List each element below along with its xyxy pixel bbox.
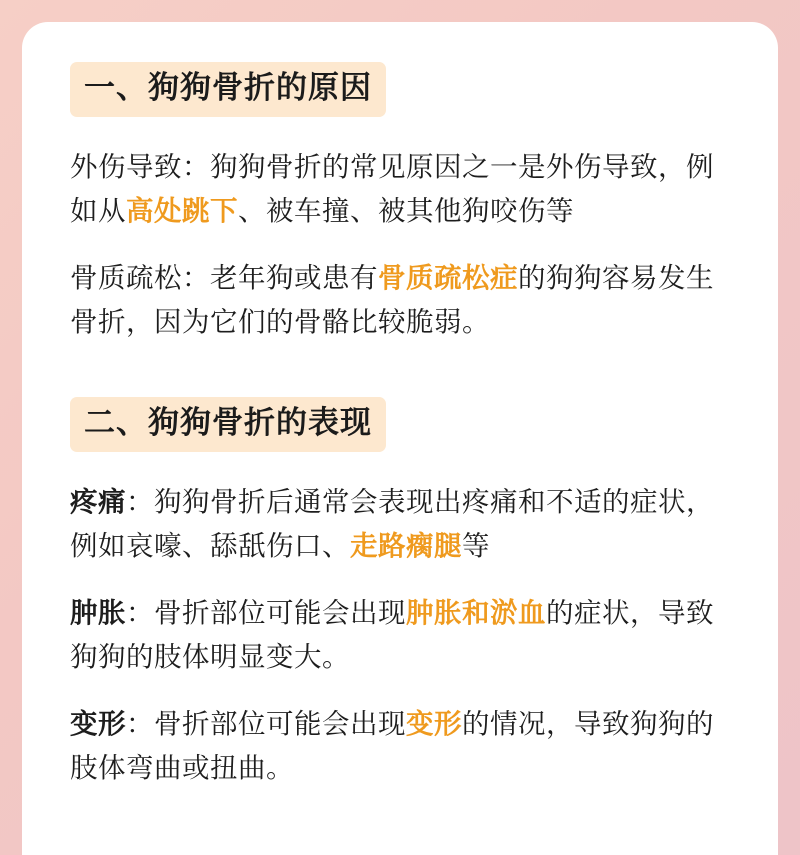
- text-run: 骨质疏松：老年狗或患有: [70, 261, 378, 293]
- highlighted-text: 走路瘸腿: [350, 530, 462, 562]
- paragraph-lead: 变形: [70, 707, 126, 739]
- text-run: 、被车撞、被其他狗咬伤等: [238, 195, 574, 227]
- section-2-paragraph-1: [70, 480, 730, 569]
- section-1-heading-wrap: [70, 62, 730, 117]
- section-2-paragraph-3: [70, 702, 730, 791]
- text-run: 的狗狗容易发生骨折，因为它们的骨骼比较脆弱。: [70, 261, 714, 338]
- section-1-paragraph-2: [70, 256, 730, 345]
- section-1-paragraph-1: [70, 145, 730, 234]
- text-run: ：骨折部位可能会出现: [126, 596, 406, 628]
- text-run: 的情况，导致狗狗的肢体弯曲或扭曲。: [70, 707, 714, 784]
- highlighted-text: 骨质疏松症: [378, 261, 518, 293]
- section-1-heading: 一、狗狗骨折的原因: [70, 62, 386, 117]
- paragraph-lead: 疼痛: [70, 485, 126, 517]
- text-run: 的症状，导致狗狗的肢体明显变大。: [70, 596, 714, 673]
- text-run: 等: [462, 530, 490, 562]
- text-run: 外伤导致：狗狗骨折的常见原因之一是外伤导致，例如从: [70, 150, 714, 227]
- section-2-heading-wrap: [70, 397, 730, 452]
- highlighted-text: 肿胀和淤血: [406, 596, 546, 628]
- section-2-paragraph-2: [70, 591, 730, 680]
- text-run: ：狗狗骨折后通常会表现出疼痛和不适的症状，例如哀嚎、舔舐伤口、: [70, 485, 714, 562]
- article-card: [22, 22, 778, 855]
- text-run: ：骨折部位可能会出现: [126, 707, 406, 739]
- highlighted-text: 变形: [406, 707, 462, 739]
- section-2-heading: 二、狗狗骨折的表现: [70, 397, 386, 452]
- paragraph-lead: 肿胀: [70, 596, 126, 628]
- highlighted-text: 高处跳下: [126, 195, 238, 227]
